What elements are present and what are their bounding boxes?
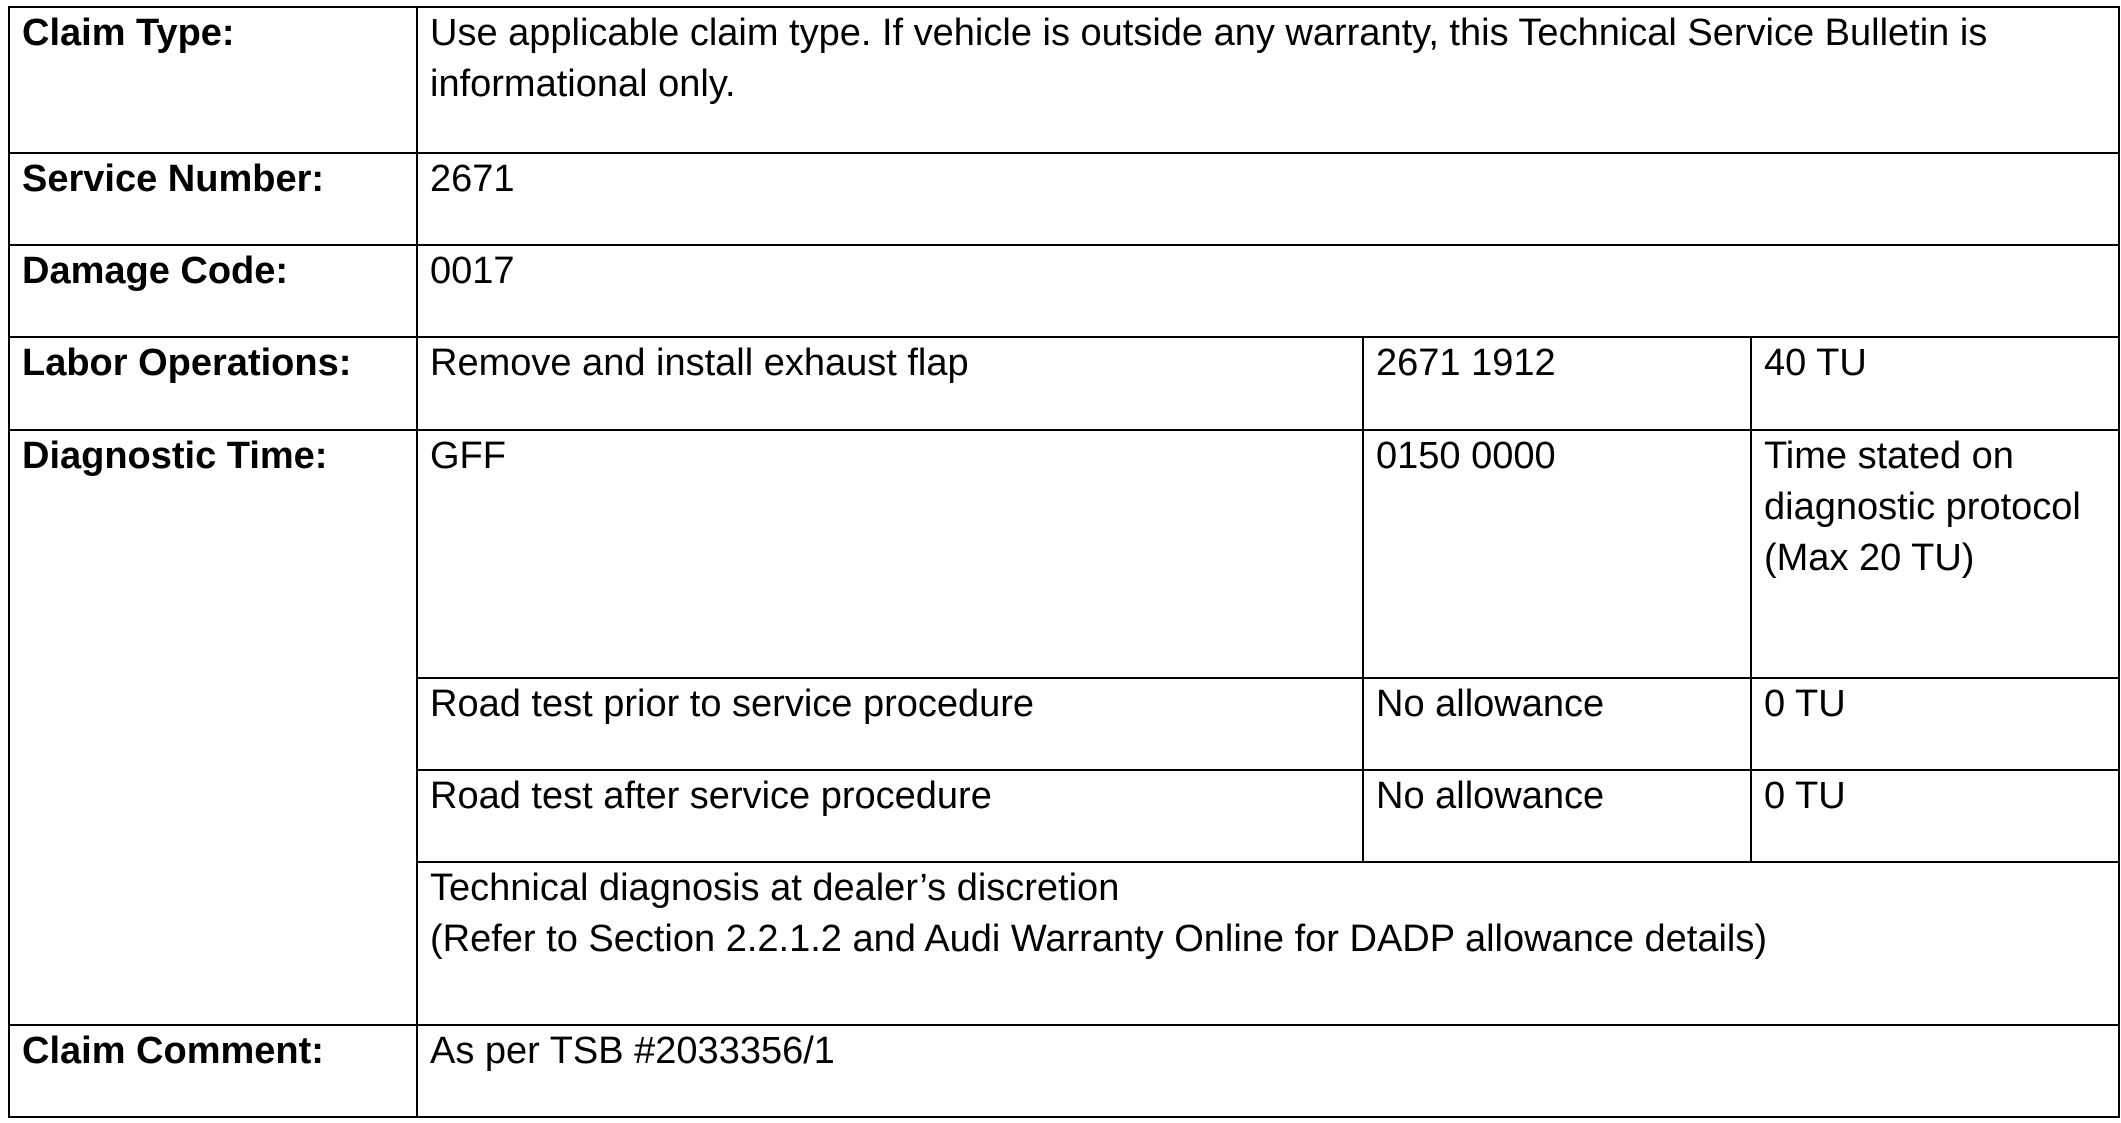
diagnostic-code: No allowance [1363,770,1751,862]
diagnostic-note-line-1: Technical diagnosis at dealer’s discretion [430,867,1120,909]
claim-type-row [9,7,2119,153]
labor-operation-description: Remove and install exhaust flap [417,337,1363,430]
claim-type-label: Claim Type: [9,7,417,153]
diagnostic-code: 0150 0000 [1363,430,1751,678]
damage-code-row [9,245,2119,337]
damage-code-value: 0017 [417,245,2119,337]
claim-comment-label: Claim Comment: [9,1025,417,1117]
diagnostic-description: Road test after service procedure [417,770,1363,862]
labor-operations-row [9,337,2119,430]
diagnostic-time-label: Diagnostic Time: [9,430,417,1025]
diagnostic-note [417,862,2119,1025]
labor-operations-label: Labor Operations: [9,337,417,430]
service-number-value: 2671 [417,153,2119,245]
service-number-row [9,153,2119,245]
warranty-info-table [8,6,2120,1118]
diagnostic-time-value: 0 TU [1751,678,2119,770]
claim-comment-row [9,1025,2119,1117]
diagnostic-note-line-2: (Refer to Section 2.2.1.2 and Audi Warranty Online for DADP allowance details) [430,918,1768,960]
diagnostic-description: GFF [417,430,1363,678]
diagnostic-time-value: 0 TU [1751,770,2119,862]
labor-operation-code: 2671 1912 [1363,337,1751,430]
diagnostic-description: Road test prior to service procedure [417,678,1363,770]
service-number-label: Service Number: [9,153,417,245]
claim-type-value: Use applicable claim type. If vehicle is outside any warranty, this Technical Service Bulletin is informational only. [417,7,2119,153]
diagnostic-time-value: Time stated on diagnostic protocol (Max 20 TU) [1751,430,2119,678]
diagnostic-row [9,430,2119,678]
labor-operation-time: 40 TU [1751,337,2119,430]
claim-comment-value: As per TSB #2033356/1 [417,1025,2119,1117]
diagnostic-code: No allowance [1363,678,1751,770]
damage-code-label: Damage Code: [9,245,417,337]
